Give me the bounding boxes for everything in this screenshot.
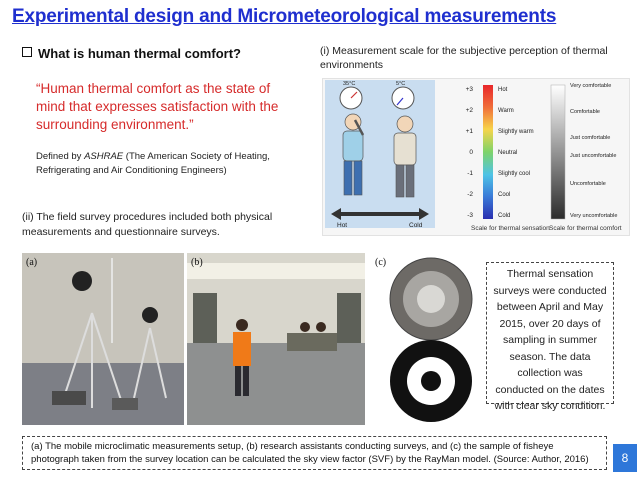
sensation-word-label: Hot	[498, 87, 508, 93]
sensation-word-label: Warm	[498, 108, 514, 114]
quote-line: “Human thermal comfort as the state of	[36, 81, 271, 96]
definition-rest: (The American Society of Heating, Refrigerating and Air Conditioning Engineers)	[36, 151, 270, 176]
hot-cold-arrow-icon	[331, 208, 429, 220]
quote-line: mind that expresses satisfaction with the	[36, 99, 279, 114]
sensation-word-label: Neutral	[498, 150, 518, 156]
caption-line: photograph taken from the survey location can be calculated the sky view factor (SVF) by the RayMan model. (Source: Author, 2016)	[31, 454, 589, 465]
note-line: Thermal sensation	[506, 268, 594, 280]
cold-person-figure	[394, 116, 416, 197]
comfort-word-label: Comfortable	[570, 109, 600, 115]
comfort-word-label: Uncomfortable	[570, 181, 606, 187]
thermal-perception-illustration	[325, 80, 435, 228]
photo-survey-assistants	[187, 253, 365, 425]
note-line: collection was	[517, 367, 583, 379]
sensation-value-label: +2	[465, 107, 473, 114]
photo-b-label: (b)	[191, 257, 203, 268]
note-line: 2015, over 20 days of	[499, 317, 601, 330]
sensation-value-label: 0	[469, 149, 473, 156]
sensation-word-label: Slightly cool	[498, 171, 531, 177]
survey-procedure-note: (ii) The field survey procedures included both physical measurements and questionnaire surveys.	[22, 211, 273, 238]
sensation-value-label: -2	[467, 191, 473, 198]
photo-fisheye-sky	[371, 253, 483, 425]
comfort-word-label: Just comfortable	[570, 135, 611, 141]
sensation-value-label: +1	[465, 128, 473, 135]
sensation-color-bar	[483, 85, 493, 219]
globe-thermometer-icon	[72, 271, 92, 291]
note-line: sampling in summer	[503, 334, 597, 346]
note-line: season. The data	[509, 350, 591, 363]
photo-c-label: (c)	[375, 257, 387, 268]
quote-line: surrounding environment.”	[36, 117, 194, 132]
sensation-word-label: Cool	[498, 192, 511, 198]
sensation-scale-label: Scale for thermal sensation	[471, 225, 550, 232]
page-number-badge: 8	[613, 444, 637, 472]
thermometer-left-label: 35°C	[343, 81, 356, 87]
slide-title: Experimental design and Micrometeorological measurements	[12, 6, 557, 27]
caption-line: (a) The mobile microclimatic measurements setup, (b) research assistants conducting surveys, and (c) the sample of fisheye	[31, 441, 554, 452]
definition-org: ASHRAE	[84, 151, 124, 162]
note-line: with clear sky condition.	[494, 400, 606, 412]
assistant-vest	[233, 332, 251, 366]
comfort-gray-bar	[551, 85, 565, 219]
photo-measurement-setup	[22, 253, 184, 425]
question-text: What is human thermal comfort?	[38, 46, 241, 61]
definition-source	[36, 150, 321, 178]
cold-label: Cold	[409, 222, 423, 228]
scale-caption: (i) Measurement scale for the subjective perception of thermal environments	[320, 45, 608, 71]
sensation-value-label: +3	[465, 86, 473, 93]
hot-label: Hot	[337, 222, 348, 228]
photo-a-label: (a)	[26, 257, 38, 268]
question-heading	[22, 46, 241, 61]
comfort-scale-label: Scale for thermal comfort	[549, 225, 622, 232]
note-line: conducted on the dates	[495, 383, 605, 396]
sensation-value-label: -3	[467, 212, 473, 219]
figure-caption	[22, 436, 607, 470]
hot-person-figure	[343, 114, 363, 195]
thermometer-right-label: 5°C	[396, 81, 406, 87]
comfort-word-label: Very uncomfortable	[570, 213, 618, 219]
definition-prefix: Defined by	[36, 151, 85, 162]
sensation-word-label: Cold	[498, 213, 511, 219]
comfort-word-label: Very comfortable	[570, 83, 612, 89]
note-line: between April and May	[496, 301, 604, 313]
survey-period-note	[486, 262, 614, 412]
comfort-definition-quote	[36, 80, 318, 134]
comfort-word-label: Just uncomfortable	[570, 153, 617, 159]
checkbox-bullet-icon	[22, 47, 32, 57]
sensation-word-label: Slightly warm	[498, 129, 534, 135]
note-line: surveys were conducted	[493, 284, 607, 297]
sensation-value-label: -1	[467, 170, 473, 177]
